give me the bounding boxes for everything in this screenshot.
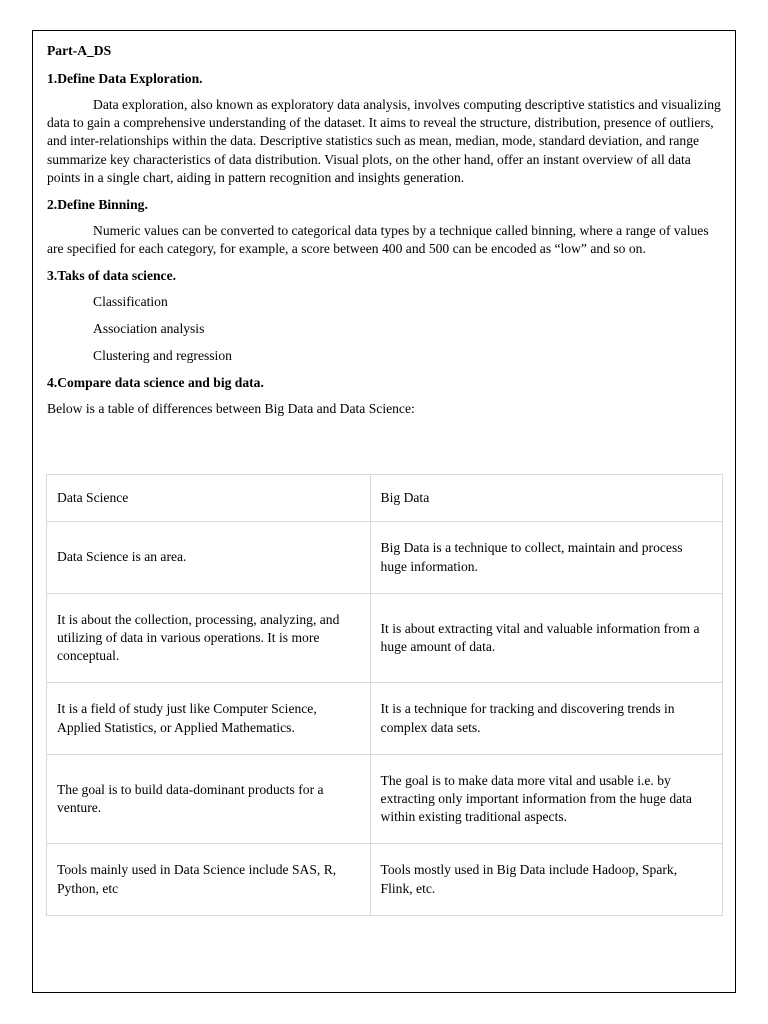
document-body bbox=[47, 42, 724, 418]
table-cell: It is about the collection, processing, analyzing, and utilizing of data in various operations. It is more conceptual. bbox=[47, 594, 371, 683]
section-heading-binning: 2.Define Binning. bbox=[47, 197, 148, 213]
comparison-table bbox=[46, 474, 723, 916]
document-title: Part-A_DS bbox=[47, 43, 112, 58]
paragraph-data-exploration: Data exploration, also known as exploratory data analysis, involves computing descriptive statistics and visualizing data to gain a comprehensive understanding of the dataset. It aims to reveal the structure, distribution, presence of outliers, and inter-relationships within the data. Descriptive statistics such as mean, median, mode, standard deviation, and range summarize key characteristics of data distribution. Visual plots, on the other hand, offer an instant overview of all data points in a single chart, aiding in pattern recognition and insights generation. bbox=[47, 97, 721, 185]
task-item-classification: Classification bbox=[93, 294, 168, 310]
section-heading-compare: 4.Compare data science and big data. bbox=[47, 375, 264, 391]
task-item-association-analysis: Association analysis bbox=[93, 321, 205, 337]
table-cell: It is a technique for tracking and discovering trends in complex data sets. bbox=[370, 683, 722, 755]
table-row bbox=[47, 594, 723, 683]
section-heading-data-exploration: 1.Define Data Exploration. bbox=[47, 71, 203, 86]
table-cell: Tools mainly used in Data Science include SAS, R, Python, etc bbox=[47, 844, 371, 916]
section-heading-tasks: 3.Taks of data science. bbox=[47, 268, 177, 284]
table-cell: The goal is to make data more vital and usable i.e. by extracting only important information from the huge data within existing traditional aspects. bbox=[370, 755, 722, 844]
table-cell: Tools mostly used in Big Data include Hadoop, Spark, Flink, etc. bbox=[370, 844, 722, 916]
table-intro: Below is a table of differences between Big Data and Data Science: bbox=[47, 401, 415, 417]
table-header-cell: Big Data bbox=[370, 475, 722, 522]
table-row bbox=[47, 522, 723, 594]
table-header-row bbox=[47, 475, 723, 522]
table-row bbox=[47, 683, 723, 755]
table-header-cell: Data Science bbox=[47, 475, 371, 522]
table-cell: The goal is to build data-dominant products for a venture. bbox=[47, 755, 371, 844]
table-cell: It is about extracting vital and valuable information from a huge amount of data. bbox=[370, 594, 722, 683]
table-cell: Data Science is an area. bbox=[47, 522, 371, 594]
table-row bbox=[47, 844, 723, 916]
table-cell: Big Data is a technique to collect, maintain and process huge information. bbox=[370, 522, 722, 594]
task-item-clustering-regression: Clustering and regression bbox=[93, 348, 232, 364]
table-cell: It is a field of study just like Computer Science, Applied Statistics, or Applied Mathematics. bbox=[47, 683, 371, 755]
table-row bbox=[47, 755, 723, 844]
paragraph-binning: Numeric values can be converted to categorical data types by a technique called binning, where a range of values are specified for each category, for example, a score between 400 and 500 can be encoded as “low” and so on. bbox=[47, 223, 709, 257]
